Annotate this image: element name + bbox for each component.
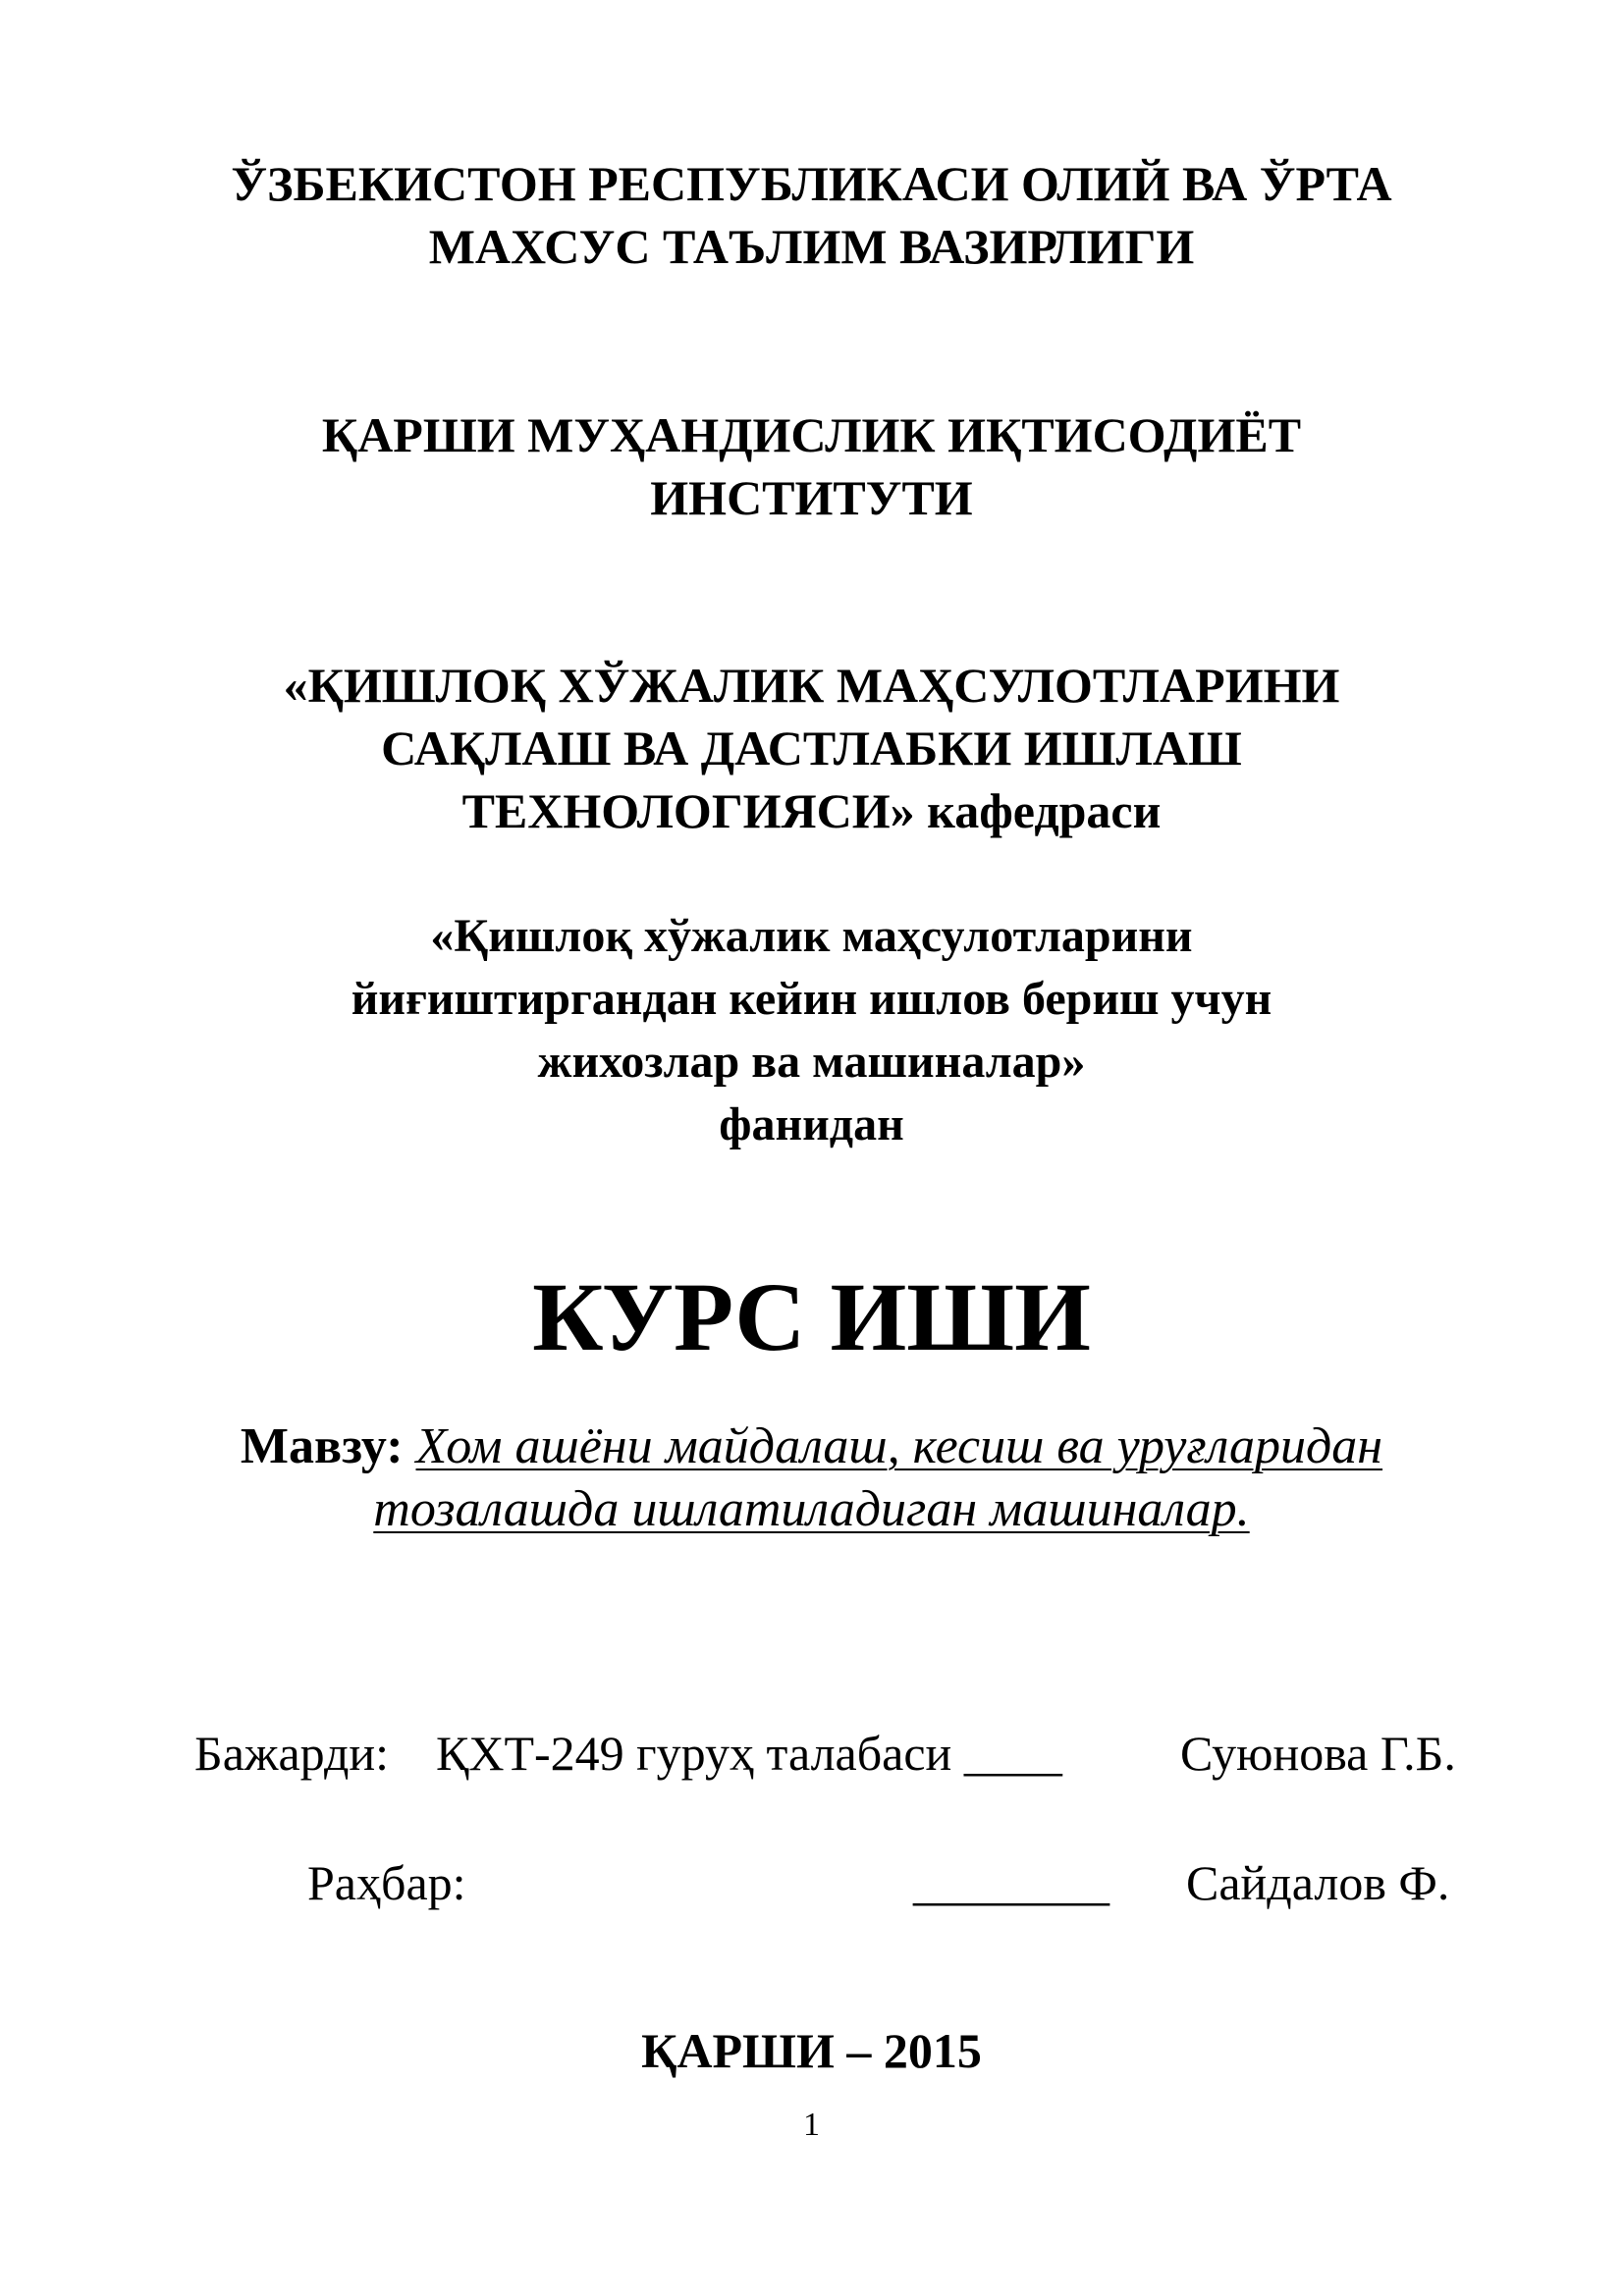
topic-line-2: [0, 1481, 1623, 1537]
supervisor-name: Сайдалов Ф.: [1186, 1855, 1450, 1910]
supervisor-signature-blank: ________: [913, 1855, 1109, 1910]
institute-line-2: ИНСТИТУТИ: [650, 470, 973, 525]
performer-label: Бажарди:: [194, 1726, 390, 1781]
topic-line-1: [0, 1418, 1623, 1474]
performer-name: Суюнова Г.Б.: [1180, 1726, 1456, 1781]
performer-group: ҚХТ-249 гуруҳ талабаси ____: [436, 1726, 1062, 1781]
subject-line-3: жихозлар ва машиналар»: [537, 1036, 1086, 1088]
ministry-line-2: МАХСУС ТАЪЛИМ ВАЗИРЛИГИ: [428, 219, 1195, 274]
topic-label: Мавзу:: [240, 1418, 404, 1474]
department-line-2: САҚЛАШ ВА ДАСТЛАБКИ ИШЛАШ: [381, 721, 1242, 775]
topic-text-1: Хом ашёни майдалаш, кесиш ва уруғларидан: [415, 1418, 1383, 1474]
department-line-1: «ҚИШЛОҚ ХЎЖАЛИК МАҲСУЛОТЛАРИНИ: [283, 658, 1340, 713]
supervisor-label: Раҳбар:: [307, 1855, 466, 1910]
ministry-line-1: ЎЗБЕКИСТОН РЕСПУБЛИКАСИ ОЛИЙ ВА ЎРТА: [231, 156, 1392, 211]
subject-line-1: «Қишлоқ хўжалик маҳсулотларини: [430, 910, 1193, 962]
subject-line-2: йиғиштиргандан кейин ишлов бериш учун: [351, 973, 1272, 1025]
subject-line-4: фанидан: [719, 1098, 904, 1150]
page-number: 1: [803, 2107, 820, 2143]
topic-text-2: тозалашда ишлатиладиган машиналар.: [373, 1481, 1250, 1537]
institute-line-1: ҚАРШИ МУҲАНДИСЛИК ИҚТИСОДИЁТ: [321, 407, 1302, 462]
department-line-3: ТЕХНОЛОГИЯСИ» кафедраси: [461, 783, 1162, 838]
place-year: ҚАРШИ – 2015: [641, 2023, 982, 2078]
document-title: КУРС ИШИ: [532, 1262, 1091, 1371]
